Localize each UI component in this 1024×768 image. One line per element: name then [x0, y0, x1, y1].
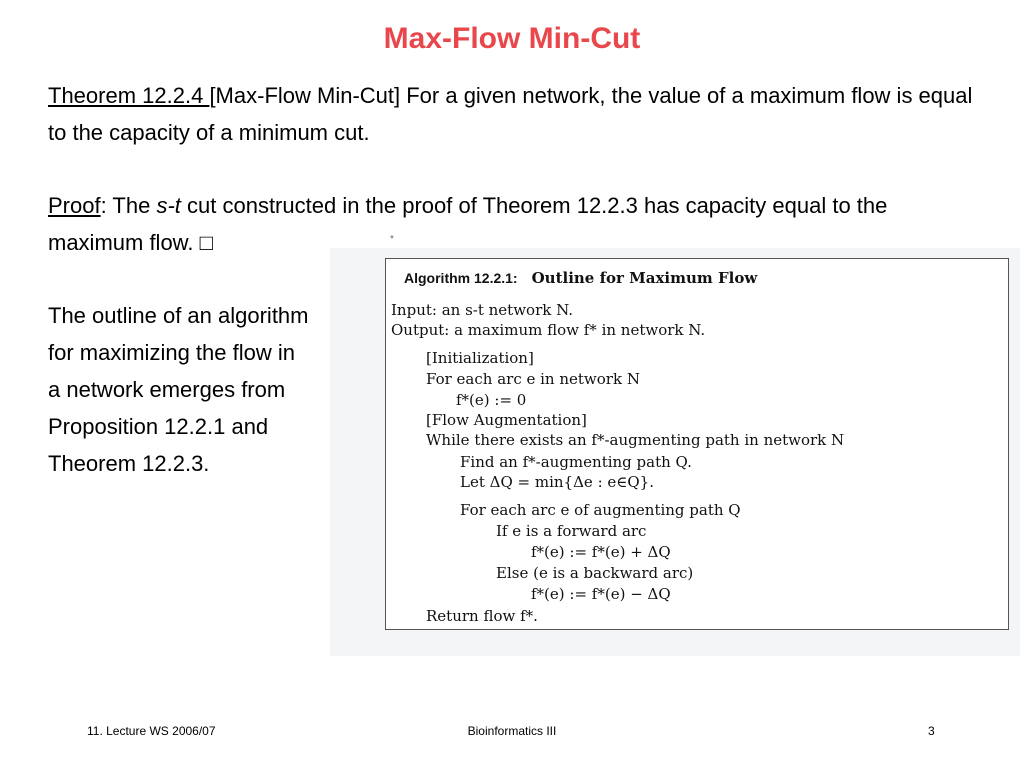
- proof-label: Proof: [48, 193, 101, 218]
- algorithm-line: Return flow f*.: [426, 607, 538, 625]
- outline-line: Theorem 12.2.3.: [48, 451, 210, 476]
- footer-page-number: 3: [928, 724, 935, 738]
- outline-line: Proposition 12.2.1 and: [48, 414, 269, 439]
- algorithm-line: Find an f*-augmenting path Q.: [460, 453, 692, 471]
- slide-title: Max-Flow Min-Cut: [383, 22, 641, 55]
- algorithm-line: [Flow Augmentation]: [426, 411, 587, 429]
- scan-artifact: *: [390, 234, 394, 245]
- outline-line: The outline of an algorithm: [48, 303, 309, 328]
- outline-paragraph: [48, 297, 378, 482]
- theorem-label: Theorem 12.2.4: [48, 83, 210, 108]
- algorithm-line: For each arc e of augmenting path Q: [460, 501, 741, 519]
- algorithm-label: Algorithm 12.2.1:: [404, 270, 518, 286]
- algorithm-line: f*(e) := f*(e) − ΔQ: [531, 585, 671, 603]
- algorithm-line: If e is a forward arc: [496, 522, 647, 540]
- outline-line: for maximizing the flow in: [48, 340, 295, 365]
- outline-line: a network emerges from: [48, 377, 286, 402]
- algorithm-box: [385, 258, 1009, 630]
- algorithm-heading: Outline for Maximum Flow: [531, 269, 758, 287]
- algorithm-line: f*(e) := f*(e) + ΔQ: [531, 543, 671, 561]
- proof-pre: : The: [100, 193, 157, 218]
- algorithm-line: f*(e) := 0: [456, 391, 527, 409]
- theorem-text: [Max-Flow Min-Cut] For a given network, the value of a maximum flow is equal to the capacity of a minimum cut.: [48, 83, 973, 145]
- algorithm-line: For each arc e in network N: [426, 370, 640, 388]
- proof-text: cut constructed in the proof of Theorem 12.2.3 has capacity equal to the maximum flow. □: [48, 193, 888, 255]
- theorem-paragraph: [48, 77, 988, 151]
- algorithm-line: Else (e is a backward arc): [496, 564, 694, 582]
- algorithm-line-output: Output: a maximum flow f* in network N.: [391, 321, 706, 339]
- proof-st: s-t: [156, 193, 181, 218]
- algorithm-header: [404, 269, 757, 287]
- algorithm-line: Let ΔQ = min{Δe : e∈Q}.: [460, 473, 654, 491]
- footer-lecture: 11. Lecture WS 2006/07: [87, 724, 216, 738]
- algorithm-line: While there exists an f*-augmenting path in network N: [426, 431, 845, 449]
- algorithm-line-input: Input: an s-t network N.: [391, 301, 574, 319]
- footer-course: Bioinformatics III: [467, 724, 557, 738]
- algorithm-line: [Initialization]: [426, 349, 534, 367]
